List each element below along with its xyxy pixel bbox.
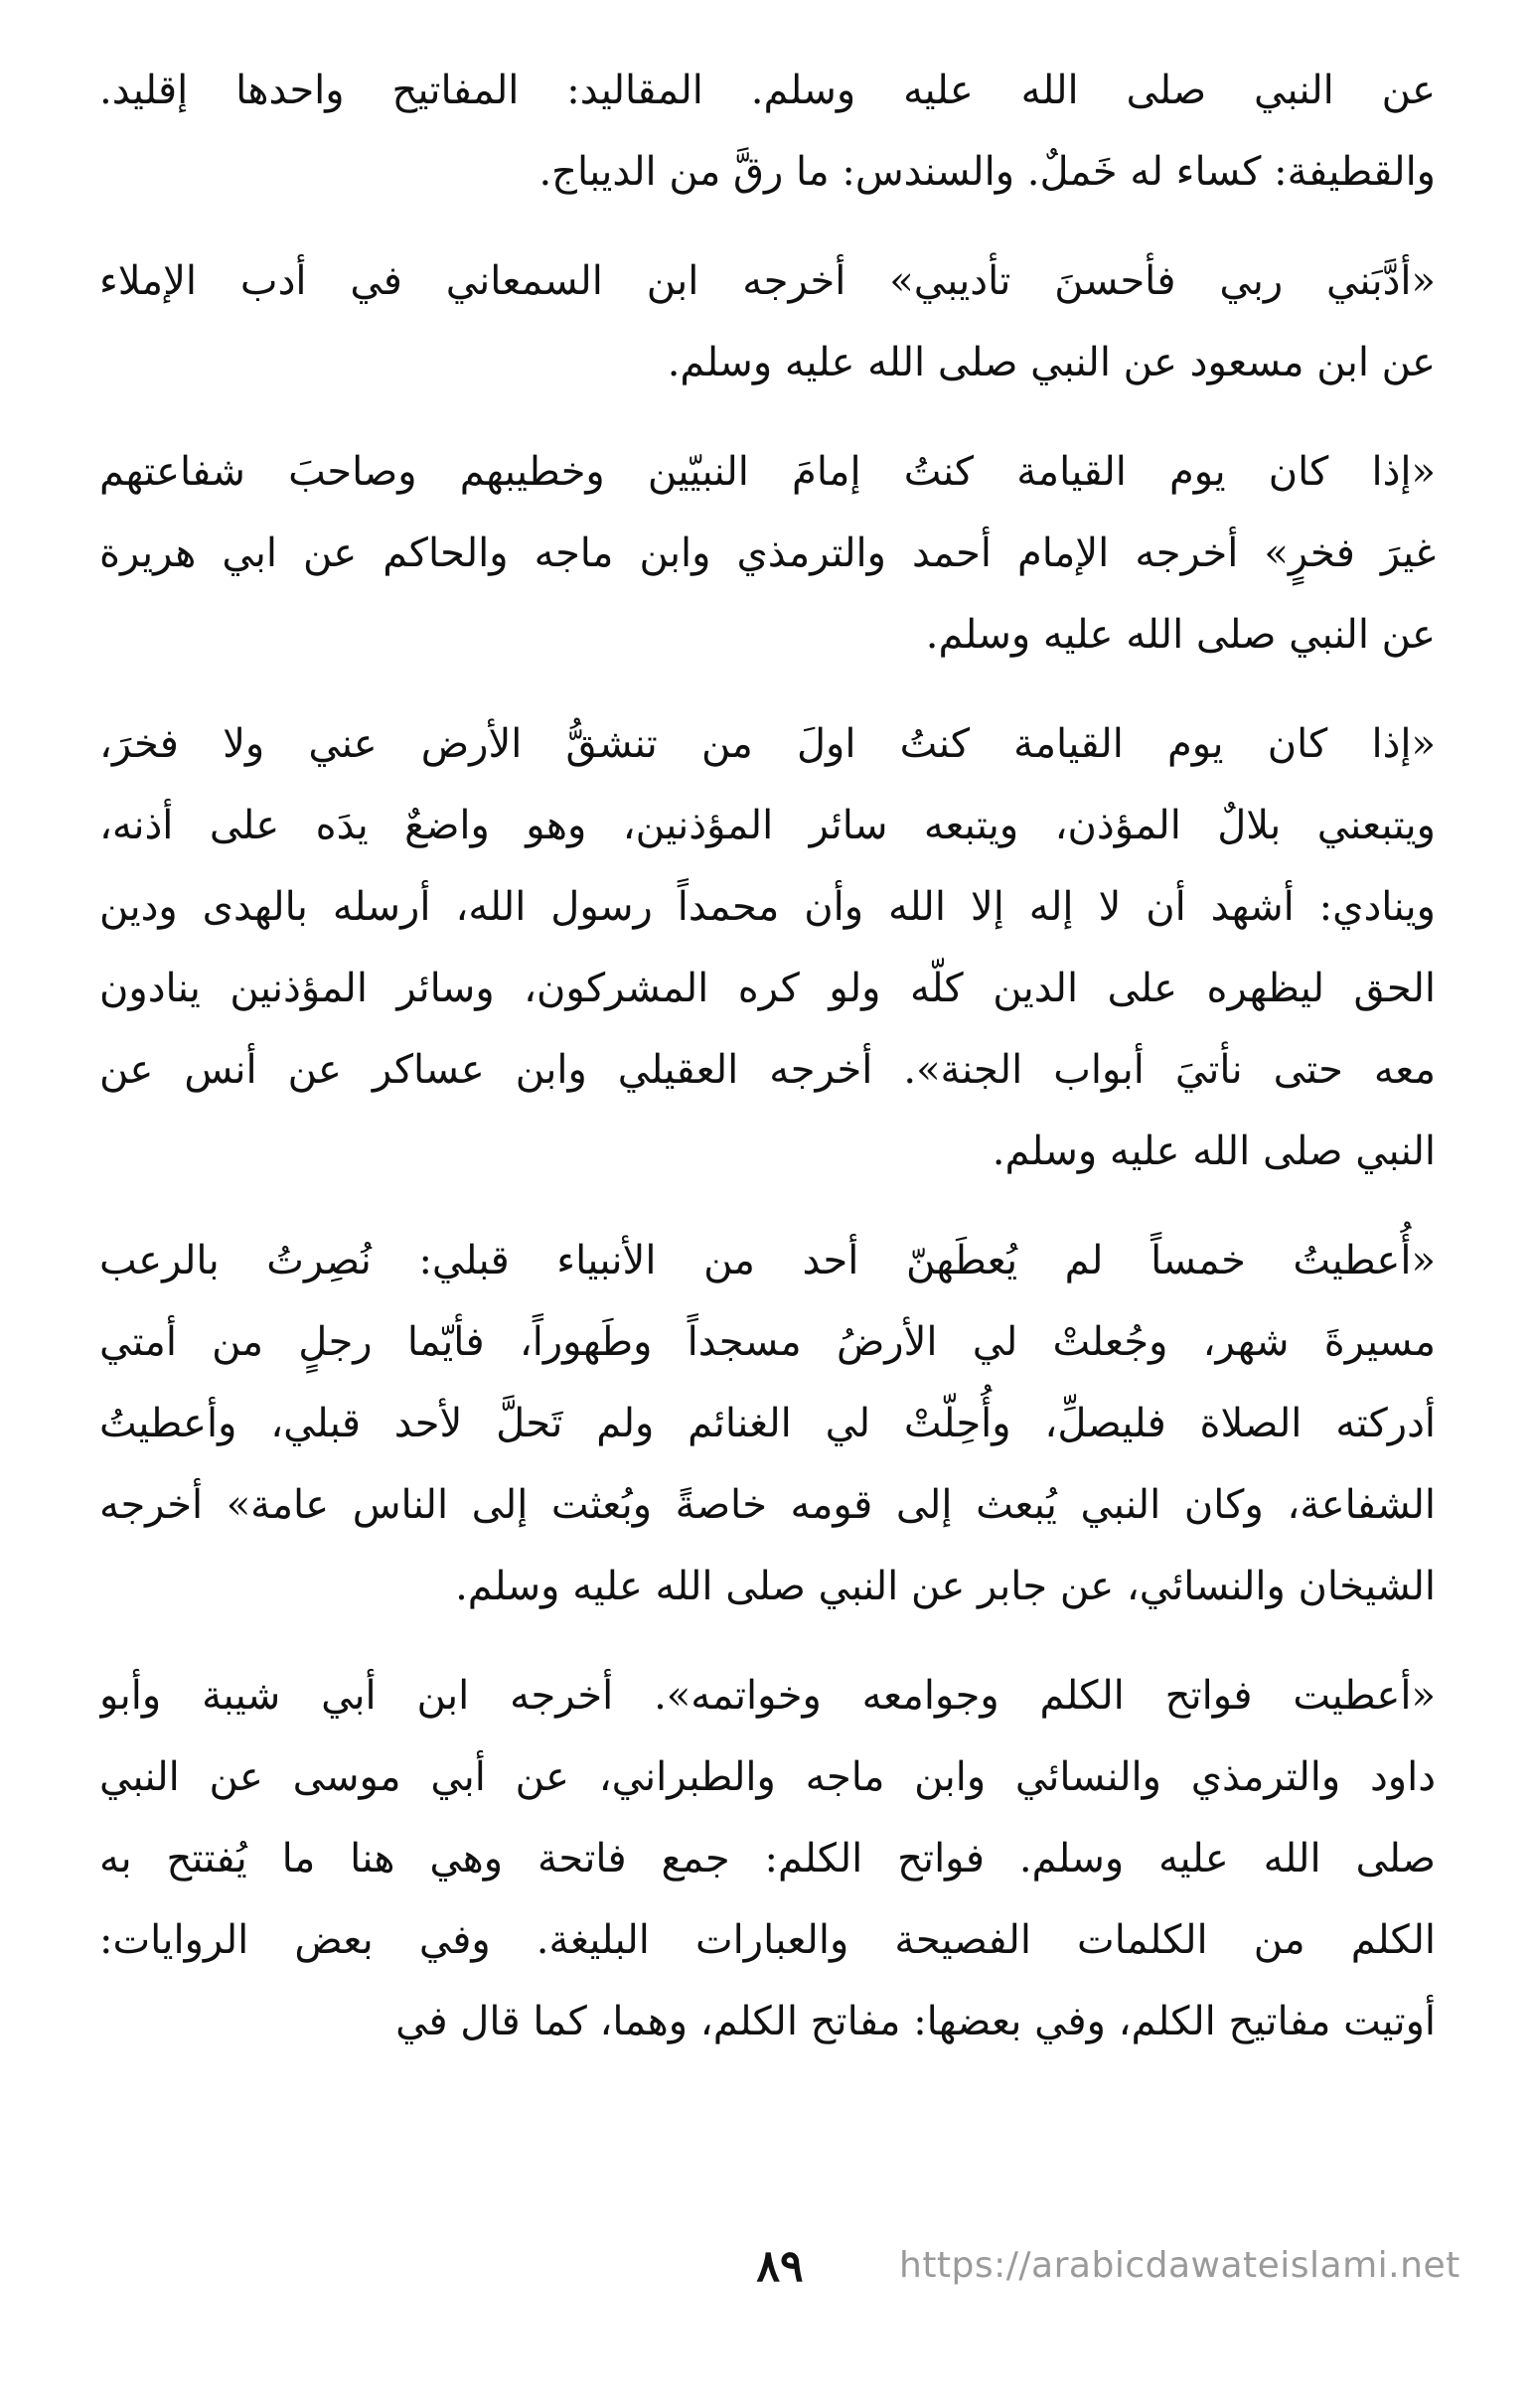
text-line: مسيرةَ شهر، وجُعلتْ لي الأرضُ مسجداً وطَهوراً، فأيّما رجلٍ من أمتي [99, 1319, 1436, 1365]
text-line: غيرَ فخرٍ» أخرجه الإمام أحمد والترمذي وابن ماجه والحاكم عن ابي هريرة [99, 530, 1436, 576]
text-line: وينادي: أشهد أن لا إله إلا الله وأن محمداً رسول الله، أرسله بالهدى ودين [99, 884, 1436, 930]
text-line: «أدَّبَني ربي فأحسنَ تأديبي» أخرجه ابن السمعاني في أدب الإملاء [99, 258, 1436, 304]
paragraph [99, 703, 1436, 1192]
paragraph [99, 1655, 1436, 2062]
paragraph [99, 431, 1436, 676]
paragraph [99, 240, 1436, 403]
text-line: عن النبي صلى الله عليه وسلم. [925, 612, 1436, 658]
text-line: النبي صلى الله عليه وسلم. [992, 1129, 1436, 1174]
page-number: ٨٩ [756, 2241, 804, 2292]
text-line: «إذا كان يوم القيامة كنتُ اولَ من تنشقُّ الأرض عني ولا فخرَ، [99, 721, 1436, 767]
page-body [99, 50, 1436, 2090]
text-line: «أعطيت فواتح الكلم وجوامعه وخواتمه». أخرجه ابن أبي شيبة وأبو [99, 1673, 1436, 1719]
text-line: «أُعطيتُ خمساً لم يُعطَهنّ أحد من الأنبياء قبلي: نُصِرتُ بالرعب [99, 1238, 1436, 1283]
text-line: عن النبي صلى الله عليه وسلم. المقاليد: المفاتيح واحدها إقليد. [99, 68, 1436, 113]
text-line: عن ابن مسعود عن النبي صلى الله عليه وسلم. [667, 340, 1436, 385]
text-line: صلى الله عليه وسلم. فواتح الكلم: جمع فاتحة وهي هنا ما يُفتتح به [99, 1836, 1436, 1881]
watermark-url: https://arabicdawateislami.net [899, 2245, 1460, 2286]
text-line: الشيخان والنسائي، عن جابر عن النبي صلى الله عليه وسلم. [455, 1564, 1436, 1609]
text-line: أدركته الصلاة فليصلِّ، وأُحِلّتْ لي الغنائم ولم تَحلَّ لأحد قبلي، وأعطيتُ [99, 1401, 1436, 1446]
text-line: معه حتى نأتيَ أبواب الجنة». أخرجه العقيلي وابن عساكر عن أنس عن [99, 1047, 1436, 1093]
paragraph [99, 50, 1436, 213]
text-line: والقطيفة: كساء له خَملٌ. والسندس: ما رقَّ من الديباج. [538, 149, 1436, 195]
text-line: الحق ليظهره على الدين كلّه ولو كره المشركون، وسائر المؤذنين ينادون [99, 966, 1436, 1011]
paragraph [99, 1220, 1436, 1627]
text-line: ويتبعني بلالٌ المؤذن، ويتبعه سائر المؤذنين، وهو واضعٌ يدَه على أذنه، [99, 803, 1436, 848]
text-line: الكلم من الكلمات الفصيحة والعبارات البليغة. وفي بعض الروايات: [99, 1917, 1436, 1963]
text-line: الشفاعة، وكان النبي يُبعث إلى قومه خاصةً وبُعثت إلى الناس عامة» أخرجه [99, 1482, 1436, 1528]
text-line: داود والترمذي والنسائي وابن ماجه والطبراني، عن أبي موسى عن النبي [99, 1754, 1436, 1800]
text-line: أوتيت مفاتيح الكلم، وفي بعضها: مفاتح الكلم، وهما، كما قال في [395, 1999, 1436, 2044]
text-line: «إذا كان يوم القيامة كنتُ إمامَ النبيّين وخطيبهم وصاحبَ شفاعتهم [99, 449, 1436, 495]
